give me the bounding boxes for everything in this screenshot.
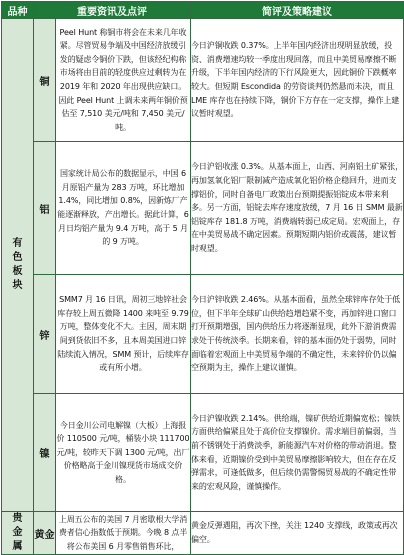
- news-text: 今日金川公司电解镍（大板）上海报价 110500 元/吨，桶装小块 111700 元/吨，较昨天下调 1300 元/吨，出厂价格略高于金川镍现货市场成交价格。: [56, 394, 191, 512]
- table-row: [2, 275, 404, 394]
- header-category: 品种: [2, 2, 34, 19]
- metal-name: 铜: [34, 19, 56, 142]
- advice-text: 今日沪锌收跌 2.46%。从基本面看，虽然全球锌库存处于低位，但下半年全球矿山供给趋增趋紧不变，再加锌进口窗口打开预期增强，国内供给压力将逐渐显现，此外下游消费需求处于传统淡季。长期来看，锌的基本面仍处于弱势，同时面临着宏观面上中美贸易争端的不确定性，未来锌价仍以偏空预期为主，操作上建议谨慎。: [191, 275, 404, 394]
- advice-text: 今日沪铝收涨 0.3%。从基本面上，山西、河南铝土矿紧张，再加氢氧化铝厂限制减产造成氧化铝价格企稳回升，进而支撑铝价，同时自备电厂政策出台预期提振铝锭成本带来利多。另一方面，铝锭去库存速度放缓，7 月 16 日 SMM 最新铝锭库存 181.8 万吨，消费端转弱已成定局。宏观面上，存在中美贸易战不确定因素。预期短期内铝价或震荡，建议暂时观望。: [191, 142, 404, 275]
- metal-name: 铝: [34, 142, 56, 275]
- table-row: [2, 142, 404, 275]
- advice-text: 今日沪铜收跌 0.37%。上半年国内经济出现明显放缓，投资、消费增速均较一季度出现回落，而且中美贸易摩擦不断升级，下半年国内经济的下行风险更大，因此铜价下跌概率较大。但短期 Escondida 的劳资谈判仍然悬而未决，而且 LME 库存也在持续下降，铜价下方存在一定支撑，操作上建议暂时观望。: [191, 19, 404, 142]
- header-news: 重要资讯及点评: [34, 2, 191, 19]
- metal-name: 黄金: [34, 512, 56, 555]
- advice-text: 今日沪镍收跌 2.14%。供给端，镍矿供给近期偏宽松；镍铁方面供给偏紧且处于高价位支撑镍价。需求端目前偏弱，当前不锈钢处于消费淡季，新能源汽车对价格的带动消退。整体来看，近期镍价受到中美贸易摩擦影响较大，但在存在反弹需求，可逢低做多，但后续仍需警惕贸易战的不确定性带来的宏观风险，谨慎操作。: [191, 394, 404, 512]
- table-row: [2, 19, 404, 142]
- news-text: SMM7 月 16 日讯，周初三地锌社会库存较上周五微降 1400 来吨至 9.79 万吨，整体变化不大。主因，周末期间到货依旧不多，且本周美国进口锌陆续流入情况，SMM 预计，后续库存或有所小增。: [56, 275, 191, 394]
- news-text: Peel Hunt 称铜市将会在未来几年收紧。尽管贸易争端及中国经济放缓引发的疑虑令铜价下跌，但该经纪构称市场将由目前的轻度供应过剩转为在 2019 年和 2020 年出现供应缺口。因此 Peel Hunt 上调未来两年铜价预估至 7,510 美元/吨和 7,450 美元/吨。: [56, 19, 191, 142]
- category-nonferrous: 有 色 板 块: [2, 19, 34, 512]
- header-advice: 简评及策略建议: [191, 2, 404, 19]
- metals-report-table: [1, 1, 404, 555]
- metal-name: 锌: [34, 275, 56, 394]
- news-text: 上周五公布的美国 7 月密歇根大学消费者信心指数低于预期。今晚 8 点半将公布美国 6 月零售销售环比，: [56, 512, 191, 555]
- metal-name: 镍: [34, 394, 56, 512]
- advice-text: 黄金反弹遇阻，再次下挫，关注 1240 支撑线，政策或再次偏空。: [191, 512, 404, 555]
- news-text: 国家统计局公布的数据显示，中国 6 月原铝产量为 283 万吨，环比增加 1.4%，同比增加 0.8%，因新炼厂产能逐渐释放，产出增长。据此计算，6 月日均铝产量为 9.4 万吨，高于 5 月的 9 万吨。: [56, 142, 191, 275]
- table-row: [2, 512, 404, 555]
- table-row: [2, 394, 404, 512]
- header-row: [2, 2, 404, 19]
- category-gold: 贵 金 属: [2, 512, 34, 555]
